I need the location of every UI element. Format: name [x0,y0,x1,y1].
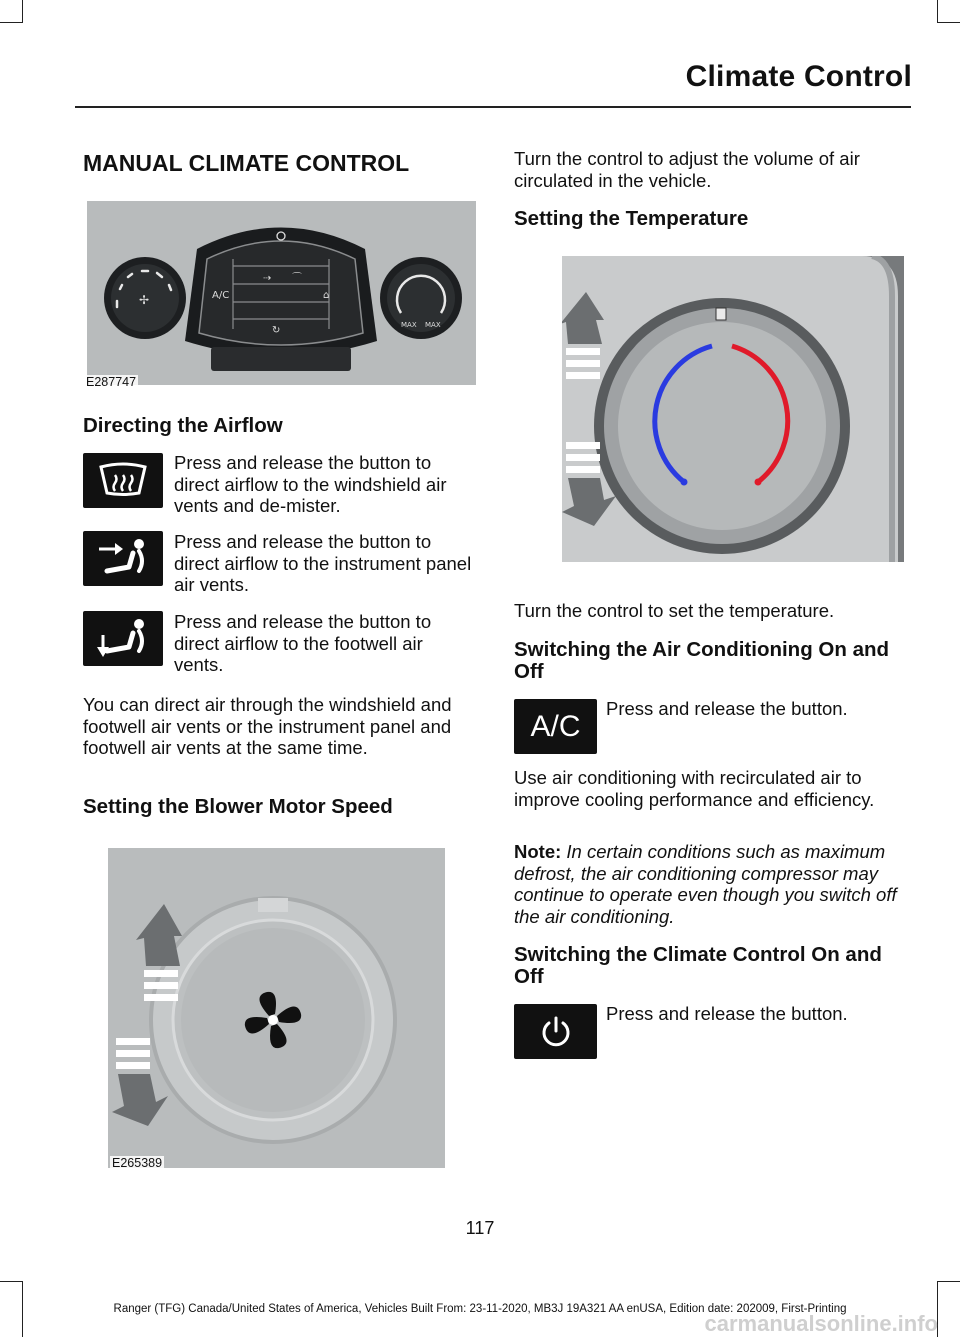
windshield-defrost-icon [95,461,151,501]
footwell-vent-icon [93,617,153,661]
blower-knob-illustration [108,848,445,1168]
ac-button-icon [514,699,597,754]
figure-id-panel: E287747 [86,375,137,389]
panel-max-label: MAX [401,321,417,329]
blower-heading: Setting the Blower Motor Speed [83,795,393,818]
crop-mark-top-right [937,0,960,23]
hot-dot [755,479,762,486]
power-heading: Switching the Climate Control On and Off [514,943,882,988]
ac-heading: Switching the Air Conditioning On and Off [514,638,890,683]
panel-vent-icon [93,537,153,581]
ac-note [514,841,906,927]
ac-press-text: Press and release the button. [606,698,848,719]
cold-dot [681,479,688,486]
header-rule [75,106,911,108]
panel-ac-label: A/C [212,290,230,301]
blower-knob-figure [108,848,445,1168]
airflow-heading: Directing the Airflow [83,414,283,437]
panel-max2-label: MAX [425,321,441,329]
airflow-item-3-text: Press and release the button to direct airflow to the footwell air vents. [174,611,432,675]
svg-text:⌒: ⌒ [292,273,302,284]
blower-text: Turn the control to adjust the volume of air circulated in the vehicle. [514,148,860,191]
note-text: In certain conditions such as maximum defrost, the air conditioning compressor may continue to operate even though you switch off the air conditioning. [514,841,897,927]
temperature-knob-figure [562,256,904,562]
temperature-knob-illustration [562,256,904,562]
ac-body-text: Use air conditioning with recirculated air to improve cooling performance and efficiency. [514,767,875,810]
crop-mark-top-left [0,0,23,23]
power-icon [539,1015,573,1049]
power-press-text: Press and release the button. [606,1003,848,1024]
watermark: carmanualsonline.info [704,1311,938,1336]
page-number: 117 [465,1218,495,1238]
svg-text:⌂: ⌂ [323,290,330,301]
figure-id-blower: E265389 [112,1156,163,1170]
windshield-defrost-button-icon [83,453,163,508]
ac-icon: A/C [530,709,581,743]
climate-panel-illustration [87,201,476,385]
climate-panel-figure [87,201,476,385]
svg-text:✢: ✢ [139,293,150,307]
note-label: Note: [514,841,562,862]
panel-vent-button-icon [83,531,163,586]
temperature-heading: Setting the Temperature [514,207,749,230]
airflow-combined-text: You can direct air through the windshield and footwell air vents or the instrument panel and footwell air vents at the same time. [83,694,452,758]
airflow-item-1-text: Press and release the button to direct airflow to the windshield air vents and de-mister. [174,452,447,516]
airflow-item-2-text: Press and release the button to direct airflow to the instrument panel air vents. [174,531,472,595]
main-title: MANUAL CLIMATE CONTROL [83,150,410,176]
section-title: Climate Control [685,60,912,93]
svg-text:↻: ↻ [272,325,281,336]
power-button-icon [514,1004,597,1059]
footwell-vent-button-icon [83,611,163,666]
footer-text: Ranger (TFG) Canada/United States of America, Vehicles Built From: 23-11-2020, MB3J 19A321 AA enUSA, Edition date: 202009, First-Printing [113,1303,847,1315]
temperature-text: Turn the control to set the temperature. [514,600,835,621]
svg-text:⇢: ⇢ [263,273,272,284]
